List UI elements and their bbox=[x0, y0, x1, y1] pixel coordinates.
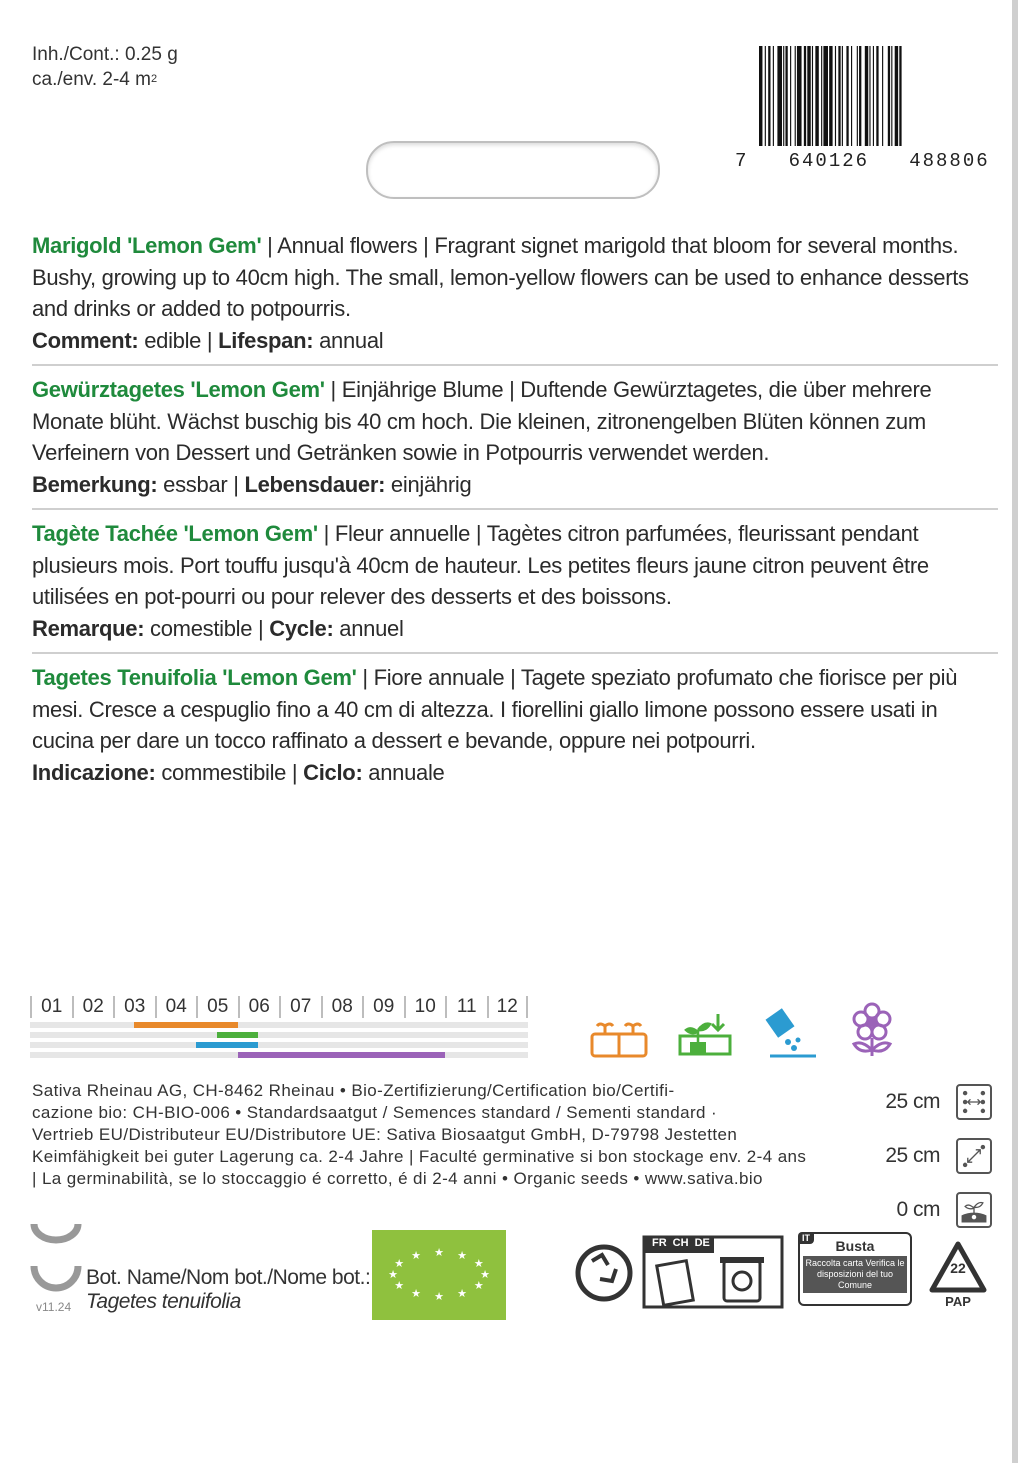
calendar-months bbox=[30, 992, 530, 1022]
country-tag: CH bbox=[672, 1237, 689, 1249]
plant-spacing-icon bbox=[956, 1138, 992, 1174]
country-tags bbox=[652, 1237, 710, 1249]
busta-text: Raccolta carta Verifica le disposizioni del tuo Comune bbox=[803, 1256, 907, 1293]
eu-star: ★ bbox=[394, 1280, 405, 1292]
recycling-info bbox=[574, 1231, 784, 1316]
barcode-bar bbox=[882, 46, 883, 146]
spacing-value: 25 cm bbox=[885, 1090, 940, 1113]
direct-sow-icon bbox=[760, 1006, 822, 1068]
barcode-bar bbox=[759, 46, 762, 146]
contents-weight: Inh./Cont.: 0.25 g bbox=[32, 44, 178, 65]
calendar-bar bbox=[238, 1052, 446, 1058]
description-it bbox=[32, 662, 998, 796]
pap-recycle-mark bbox=[928, 1240, 988, 1310]
calendar-bars bbox=[30, 1022, 528, 1064]
transplant-icon bbox=[676, 1006, 738, 1068]
calendar-track bbox=[30, 1032, 528, 1038]
country-tag: FR bbox=[652, 1237, 667, 1249]
calendar-track bbox=[30, 1022, 528, 1028]
seed-tray-icon bbox=[588, 1010, 650, 1072]
barcode-bar bbox=[859, 46, 861, 146]
barcode-bar bbox=[815, 46, 818, 146]
barcode-bar bbox=[876, 46, 878, 146]
barcode-bar bbox=[873, 46, 874, 146]
eu-star: ★ bbox=[457, 1249, 467, 1262]
barcode-bar bbox=[812, 46, 813, 146]
description-paragraph bbox=[32, 518, 998, 613]
calendar-bar bbox=[217, 1032, 259, 1038]
description-en bbox=[32, 230, 998, 366]
month-label: 10 bbox=[404, 996, 446, 1018]
busta-label bbox=[798, 1232, 912, 1306]
barcode-bar bbox=[765, 46, 766, 146]
barcode-bar bbox=[783, 46, 784, 146]
barcode-bar bbox=[895, 46, 898, 146]
eu-organic-logo-icon bbox=[372, 1230, 506, 1320]
description-paragraph bbox=[32, 374, 998, 469]
contents-area: ca./env. 2-4 $m^2$ bbox=[32, 69, 158, 90]
variety-title: Gewürztagetes 'Lemon Gem' bbox=[32, 377, 325, 402]
barcode-bar bbox=[768, 46, 770, 146]
barcode-bar bbox=[865, 46, 868, 146]
month-label: 12 bbox=[487, 996, 529, 1018]
package-contents bbox=[32, 42, 178, 92]
descriptions bbox=[32, 230, 998, 804]
barcode-bar bbox=[835, 46, 836, 146]
description-fr bbox=[32, 518, 998, 654]
eu-star: ★ bbox=[388, 1269, 398, 1281]
eu-star: ★ bbox=[480, 1269, 490, 1281]
description-de bbox=[32, 374, 998, 510]
calendar-track bbox=[30, 1042, 528, 1048]
barcode-bar bbox=[891, 46, 892, 146]
pap-label: PAP bbox=[945, 1294, 971, 1309]
eu-star: ★ bbox=[473, 1258, 484, 1270]
sowing-calendar bbox=[30, 992, 530, 1064]
description-paragraph bbox=[32, 662, 998, 757]
plant-spacing bbox=[860, 1138, 992, 1174]
month-label: 05 bbox=[196, 996, 238, 1018]
month-label: 02 bbox=[72, 996, 114, 1018]
sowing-depth-icon bbox=[956, 1192, 992, 1228]
pap-number: 22 bbox=[950, 1260, 966, 1276]
barcode-bar bbox=[777, 46, 782, 146]
company-line: Vertrieb EU/Distributeur EU/Distributore UE: Sativa Biosaatgut GmbH, D-79798 Jestetten bbox=[32, 1125, 738, 1144]
botanical-name: Tagetes tenuifolia bbox=[86, 1290, 241, 1313]
busta-heading: Busta bbox=[835, 1238, 875, 1254]
country-tag: DE bbox=[694, 1237, 710, 1249]
barcode-bar bbox=[857, 46, 858, 146]
month-label: 07 bbox=[279, 996, 321, 1018]
description-meta: Bemerkung: essbar | Lebensdauer: einjährig bbox=[32, 471, 472, 497]
barcode-bar bbox=[804, 46, 806, 146]
eu-star: ★ bbox=[434, 1291, 444, 1303]
barcode-bar bbox=[869, 46, 870, 146]
company-line: | La germinabilità, se lo stoccaggio é corretto, é di 2-4 anni • Organic seeds • www.sativa.bio bbox=[32, 1169, 763, 1188]
company-line: Keimfähigkeit bei guter Lagerung ca. 2-4 Jahre | Faculté germinative si bon stockage env. 2-4 ans bbox=[32, 1147, 807, 1166]
barcode-bar bbox=[899, 46, 901, 146]
company-line: cazione bio: CH-BIO-006 • Standardsaatgut / Semences standard / Sementi standard · bbox=[32, 1103, 718, 1122]
description-meta: Remarque: comestible | Cycle: annuel bbox=[32, 615, 404, 641]
description-meta: Comment: edible | Lifespan: annual bbox=[32, 327, 384, 353]
spacing-value: 25 cm bbox=[885, 1144, 940, 1167]
barcode-bar bbox=[807, 46, 810, 146]
variety-title: Marigold 'Lemon Gem' bbox=[32, 233, 262, 258]
eu-star: ★ bbox=[394, 1258, 405, 1270]
calendar-bar bbox=[196, 1042, 258, 1048]
description-paragraph bbox=[32, 230, 998, 325]
month-label: 03 bbox=[113, 996, 155, 1018]
barcode-bar bbox=[823, 46, 828, 146]
variety-title: Tagète Tachée 'Lemon Gem' bbox=[32, 521, 318, 546]
eu-star: ★ bbox=[411, 1288, 421, 1301]
month-label: 11 bbox=[445, 996, 487, 1018]
row-spacing-icon bbox=[956, 1084, 992, 1120]
barcode-bar bbox=[842, 46, 843, 146]
barcode-bar bbox=[785, 46, 787, 146]
company-info bbox=[32, 1080, 822, 1190]
month-label: 04 bbox=[155, 996, 197, 1018]
eu-star: ★ bbox=[411, 1249, 421, 1262]
barcode-bar bbox=[846, 46, 848, 146]
barcode-bar bbox=[773, 46, 774, 146]
eu-star: ★ bbox=[434, 1247, 444, 1259]
barcode-bar bbox=[829, 46, 832, 146]
flower-icon bbox=[842, 1000, 904, 1062]
italy-tag: IT bbox=[798, 1232, 814, 1244]
version-label: v11.24 bbox=[36, 1300, 72, 1314]
company-line: Sativa Rheinau AG, CH-8462 Rheinau • Bio-Zertifizierung/Certification bio/Certifi- bbox=[32, 1081, 675, 1100]
barcode-bar bbox=[851, 46, 852, 146]
sativa-logo-icon bbox=[30, 1220, 82, 1300]
description-text: | Fleur annuelle | Tagètes citron parfumées, fleurissant pendant plusieurs mois. Port touffu jusqu'à 40cm de hauteur. Les petites fleurs jaune citron peuvent être utilisées en pot-pourri ou pour relever des desserts et des boissons. bbox=[32, 521, 929, 609]
month-label: 06 bbox=[238, 996, 280, 1018]
description-text: | Fiore annuale | Tagete speziato profumato che fiorisce per più mesi. Cresce a cespuglio fino a 40 cm di altezza. I fiorellini giallo limone possono essere usati in cucina per dare un tocco raffinato a dessert e bevande, oppure nei potpourri. bbox=[32, 665, 958, 753]
description-text: | Einjährige Blume | Duftende Gewürztagetes, die über mehrere Monate blüht. Wächst buschig bis 40 cm hoch. Die kleinen, zitronengelben Blüten können zum Verfeinern von Dessert und Getränken sowie in Potpourris verwendet werden. bbox=[32, 377, 932, 465]
botanical-name-label: Bot. Name/Nom bot./Nome bot.: bbox=[86, 1266, 371, 1289]
description-text: | Annual flowers | Fragrant signet marigold that bloom for several months. Bushy, growing up to 40cm high. The small, lemon-yellow flowers can be used to enhance desserts and drinks or added to potpourris. bbox=[32, 233, 969, 321]
eu-star: ★ bbox=[473, 1280, 484, 1292]
barcode-number: 7 640126 488806 bbox=[735, 150, 990, 172]
hang-hole bbox=[366, 141, 660, 199]
month-label: 08 bbox=[321, 996, 363, 1018]
barcode-bar bbox=[888, 46, 890, 146]
barcode-bar bbox=[797, 46, 802, 146]
row-spacing bbox=[860, 1084, 992, 1120]
barcode bbox=[735, 46, 993, 174]
barcode-bar bbox=[838, 46, 840, 146]
month-label: 01 bbox=[30, 996, 72, 1018]
barcode-bar bbox=[821, 46, 822, 146]
eu-star: ★ bbox=[457, 1288, 467, 1301]
barcode-bar bbox=[790, 46, 791, 146]
barcode-bar bbox=[795, 46, 796, 146]
variety-title: Tagetes Tenuifolia 'Lemon Gem' bbox=[32, 665, 357, 690]
description-meta: Indicazione: commestibile | Ciclo: annuale bbox=[32, 759, 445, 785]
month-label: 09 bbox=[362, 996, 404, 1018]
spacing-value: 0 cm bbox=[896, 1198, 940, 1221]
sowing-depth bbox=[860, 1192, 992, 1228]
calendar-bar bbox=[134, 1022, 238, 1028]
